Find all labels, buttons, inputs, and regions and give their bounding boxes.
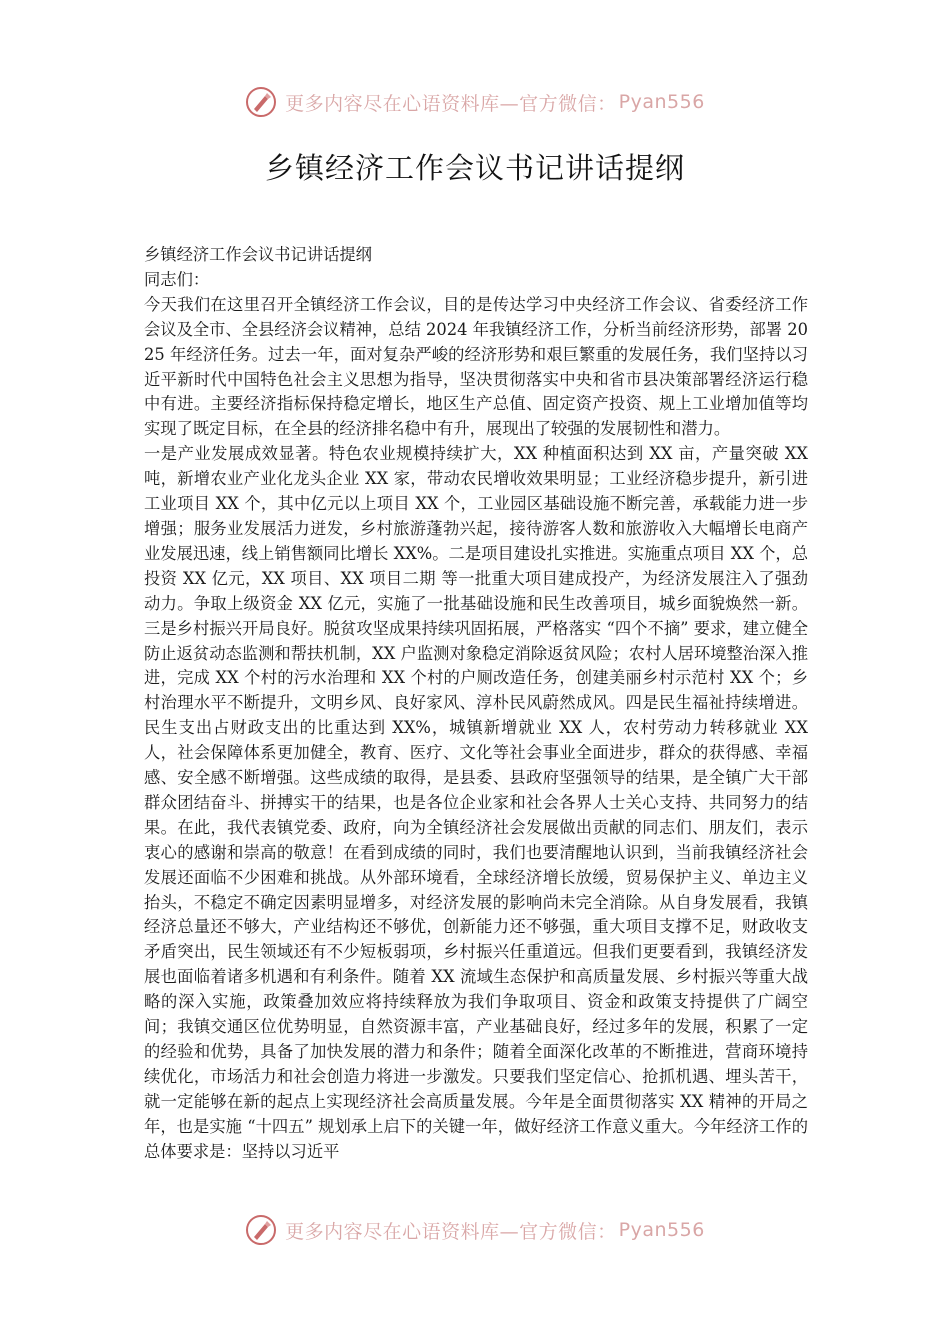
watermark-footer [0,1208,950,1252]
watermark-header [0,80,950,124]
watermark-wechat-id: Pyan556 [618,1219,705,1241]
salutation: 同志们： [144,269,210,289]
watermark-wechat-id: Pyan556 [618,91,705,113]
document-title: 乡镇经济工作会议书记讲话提纲 [264,151,685,185]
pen-logo-icon [245,86,277,118]
document-subtitle: 乡镇经济工作会议书记讲话提纲 [144,245,372,264]
watermark-text: 更多内容尽在心语资料库—官方微信： [285,1220,617,1243]
pen-logo-icon [245,1214,277,1246]
document-body [144,243,808,1165]
watermark-text: 更多内容尽在心语资料库—官方微信： [285,92,617,115]
paragraph-achievements: 一是产业发展成效显著。特色农业规模持续扩大，XX 种植面积达到 XX 亩，产量突破 XX 吨，新增农业产业化龙头企业 XX 家，带动农民增收效果明显；工业经济稳步提升，新引进工业项目 XX 个，其中亿元以上项目 XX 个，工业园区基础设施不断完善，承载能力进一步增强；服务业发展活力迸发，乡村旅游蓬勃兴起，接待游客人数和旅游收入大幅增长电商产业发展迅速，线上销售额同比增长 XX%。二是项目建设扎实推进。实施重点项目 XX 个，总投资 XX 亿元，XX 项目、XX 项目二期 等一批重大项目建成投产，为经济发展注入了强劲动力。争取上级资金 XX 亿元，实施了一批基础设施和民生改善项目，城乡面貌焕然一新。三是乡村振兴开局良好。脱贫攻坚成果持续巩固拓展，严格落实 “四个不摘” 要求，建立健全防止返贫动态监测和帮扶机制，XX 户监测对象稳定消除返贫风险；农村人居环境整治深入推进，完成 XX 个村的污水治理和 XX 个村的户厕改造任务，创建美丽乡村示范村 XX 个；乡村治理水平不断提升，文明乡风、良好家风、淳朴民风蔚然成风。四是民生福祉持续增进。民生支出占财政支出的比重达到 XX%，城镇新增就业 XX 人，农村劳动力转移就业 XX 人，社会保障体系更加健全，教育、医疗、文化等社会事业全面进步，群众的获得感、幸福感、安全感不断增强。这些成绩的取得，是县委、县政府坚强领导的结果，是全镇广大干部群众团结奋斗、拼搏实干的结果，也是各位企业家和社会各界人士关心支持、共同努力的结果。在此，我代表镇党委、政府，向为全镇经济社会发展做出贡献的同志们、朋友们，表示衷心的感谢和崇高的敬意！在看到成绩的同时，我们也要清醒地认识到，当前我镇经济社会发展还面临不少困难和挑战。从外部环境看，全球经济增长放缓，贸易保护主义、单边主义抬头，不稳定不确定因素明显增多，对经济发展的影响尚未完全消除。从自身发展看，我镇经济总量还不够大，产业结构还不够优，创新能力还不够强，重大项目支撑不足，财政收支矛盾突出，民生领域还有不少短板弱项，乡村振兴任重道远。但我们更要看到，我镇经济发展也面临着诸多机遇和有利条件。随着 XX 流域生态保护和高质量发展、乡村振兴等重大战略的深入实施，政策叠加效应将持续释放为我们争取项目、资金和政策支持提供了广阔空间；我镇交通区位优势明显，自然资源丰富，产业基础良好，经过多年的发展，积累了一定的经验和优势，具备了加快发展的潜力和条件；随着全面深化改革的不断推进，营商环境持续优化，市场活力和社会创造力将进一步激发。只要我们坚定信心、抢抓机遇、埋头苦干，就一定能够在新的起点上实现经济社会高质量发展。今年是全面贯彻落实 XX 精神的开局之年，也是实施 “十四五” 规划承上启下的关键一年，做好经济工作意义重大。今年经济工作的总体要求是：坚持以习近平 [144,444,808,1161]
paragraph-intro: 今天我们在这里召开全镇经济工作会议，目的是传达学习中央经济工作会议、省委经济工作会议及全市、全县经济会议精神，总结 2024 年我镇经济工作，分析当前经济形势，部署 2025 年经济任务。过去一年，面对复杂严峻的经济形势和艰巨繁重的发展任务，我们坚持以习近平新时代中国特色社会主义思想为指导，坚决贯彻落实中央和省市县决策部署经济运行稳中有进。主要经济指标保持稳定增长，地区生产总值、固定资产投资、规上工业增加值等均实现了既定目标，在全县的经济排名稳中有升，展现出了较强的发展韧性和潜力。 [144,294,808,439]
